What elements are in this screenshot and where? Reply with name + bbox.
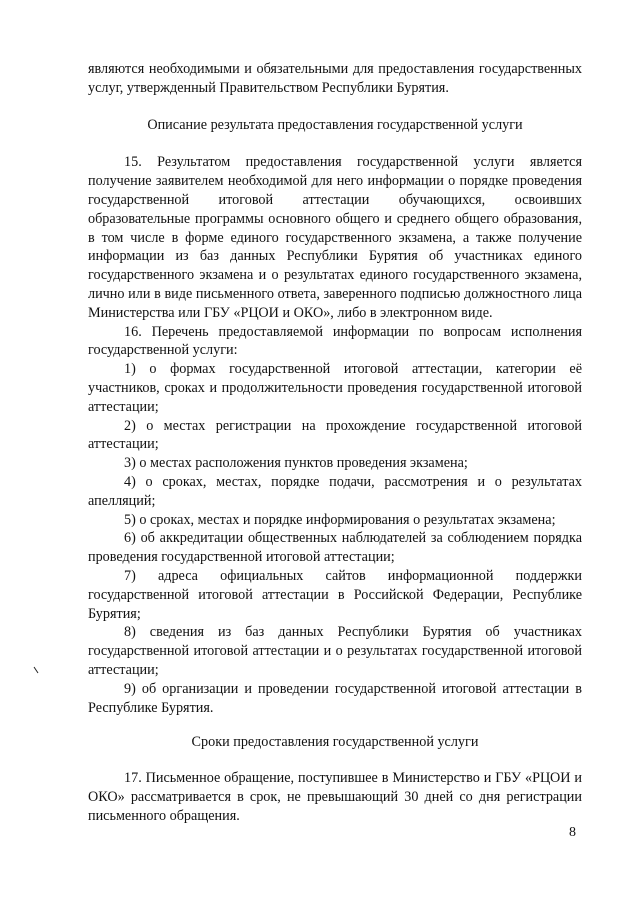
list-item-2: 2) о местах регистрации на прохождение государственной итоговой аттестации;	[88, 417, 582, 453]
page-number: 8	[569, 825, 576, 840]
section-heading-result: Описание результата предоставления государственной услуги	[147, 116, 523, 133]
list-item-5: 5) о сроках, местах и порядке информирования о результатах экзамена;	[124, 511, 556, 528]
list-item-6: 6) об аккредитации общественных наблюдателей за соблюдением порядка проведения государственной итоговой аттестации;	[88, 530, 582, 566]
stray-scan-mark	[33, 666, 39, 674]
intro-paragraph: являются необходимыми и обязательными для предоставления государственных услуг, утвержденный Правительством Республики Бурятия.	[88, 61, 582, 96]
paragraph-16: 16. Перечень предоставляемой информации по вопросам исполнения государственной услуги:	[88, 323, 582, 359]
document-page	[88, 60, 582, 825]
list-item-3: 3) о местах расположения пунктов проведения экзамена;	[124, 455, 468, 472]
paragraph-17: 17. Письменное обращение, поступившее в Министерство и ГБУ «РЦОИ и ОКО» рассматривается в срок, не превышающий 30 дней со дня регистрации письменного обращения.	[88, 770, 582, 824]
section-heading-terms: Сроки предоставления государственной услуги	[191, 734, 479, 751]
list-item-9: 9) об организации и проведении государственной итоговой аттестации в Республике Бурятия.	[88, 680, 582, 716]
list-item-1: 1) о формах государственной итоговой аттестации, категории её участников, сроках и продолжительности проведения государственной итоговой аттестации;	[88, 361, 582, 415]
list-item-7: 7) адреса официальных сайтов информационной поддержки государственной итоговой аттестации в Российской Федерации, Республике Бурятия;	[88, 567, 582, 622]
list-item-4: 4) о сроках, местах, порядке подачи, рассмотрения и о результатах апелляций;	[88, 473, 582, 509]
list-item-8: 8) сведения из баз данных Республики Бурятия об участниках государственной итоговой аттестации и о результатах государственной итоговой аттестации;	[88, 624, 582, 678]
paragraph-15: 15. Результатом предоставления государственной услуги является получение заявителем необходимой для него информации о порядке проведения государственной итоговой аттестации обучающихся, освоивших образовательные программы основного общего и среднего общего образования, в том числе в форме единого государственного экзамена, а также получение информации из баз данных Республики Бурятия об участниках единого государственного экзамена и о результатах единого государственного экзамена, лично или в виде письменного ответа, заверенного подписью должностного лица Министерства или ГБУ «РЦОИ и ОКО», либо в электронном виде.	[88, 154, 582, 321]
